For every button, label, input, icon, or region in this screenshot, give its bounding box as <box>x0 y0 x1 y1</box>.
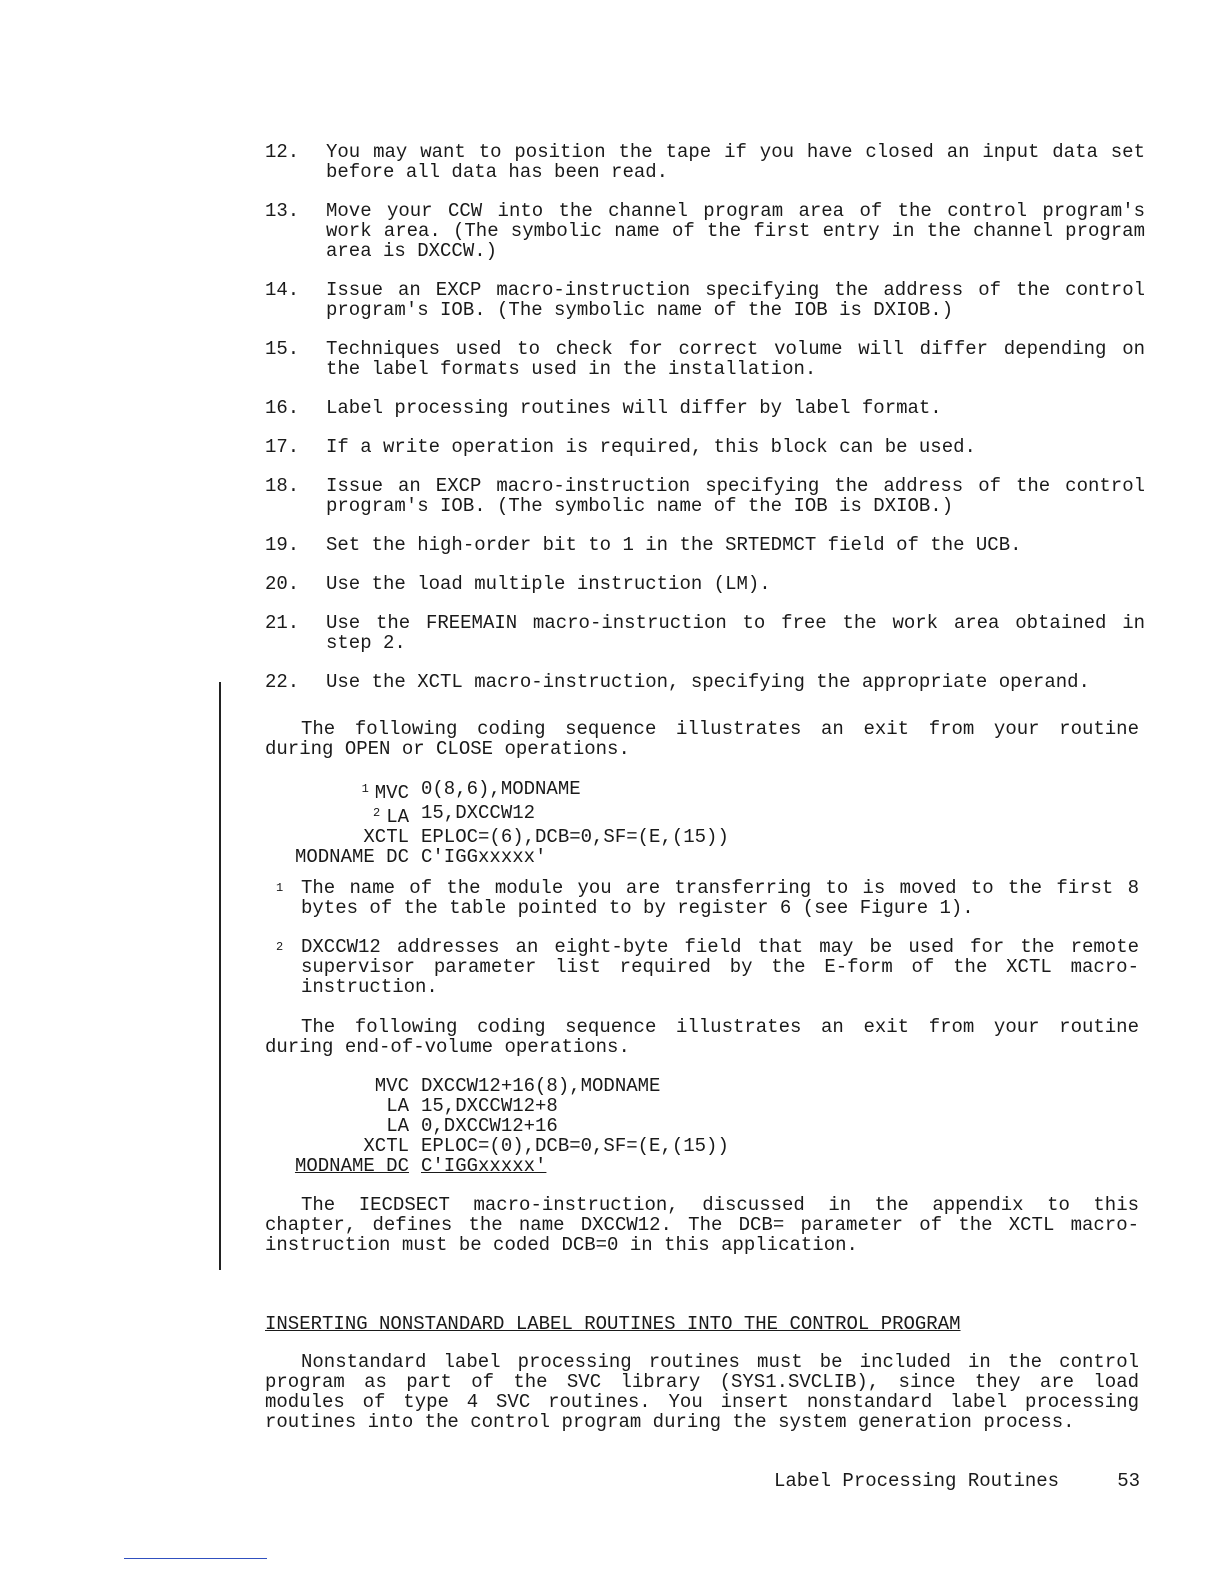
code-label: MODNAME DC <box>294 1155 409 1177</box>
list-item <box>265 672 1145 692</box>
code-line <box>265 1156 729 1176</box>
code-line <box>265 827 729 847</box>
scan-edge-line <box>124 1558 267 1559</box>
code-label: MODNAME DC <box>294 846 409 868</box>
intro-paragraph-eov: The following coding sequence illustrates an exit from your routine during end-of-volume operations. <box>265 1016 1139 1058</box>
list-item <box>265 201 1145 261</box>
item-number: 15. <box>265 338 300 360</box>
code-operand: C'IGGxxxxx' <box>421 846 547 868</box>
code-line <box>265 1116 729 1136</box>
item-number: 14. <box>265 279 300 301</box>
item-text: Use the FREEMAIN macro-instruction to free the work area obtained in step 2. <box>326 612 1145 654</box>
list-item <box>265 535 1145 555</box>
code-sample-open-close <box>265 779 729 867</box>
code-label: MVC <box>374 782 409 804</box>
item-number: 12. <box>265 141 300 163</box>
item-number: 18. <box>265 475 300 497</box>
code-line <box>265 847 729 867</box>
footnote-marker: 2 <box>276 940 284 954</box>
item-number: 17. <box>265 436 300 458</box>
item-text: You may want to position the tape if you have closed an input data set before all data has been read. <box>326 141 1145 183</box>
item-text: If a write operation is required, this block can be used. <box>326 436 976 458</box>
code-operand: 0(8,6),MODNAME <box>421 778 581 800</box>
footnote-marker: 1 <box>361 782 369 796</box>
intro-paragraph-open-close: The following coding sequence illustrates an exit from your routine during OPEN or CLOSE operations. <box>265 718 1139 760</box>
item-number: 16. <box>265 397 300 419</box>
iecdsect-paragraph: The IECDSECT macro-instruction, discussed in the appendix to this chapter, defines the name DXCCW12. The DCB= parameter of the XCTL macro-instruction must be coded DCB=0 in this application. <box>265 1194 1139 1256</box>
item-text: Move your CCW into the channel program area of the control program's work area. (The symbolic name of the first entry in the channel program area is DXCCW.) <box>326 200 1145 262</box>
code-label: XCTL <box>363 826 409 848</box>
code-operand: C'IGGxxxxx' <box>421 1155 547 1177</box>
footnote-text: DXCCW12 addresses an eight-byte field that may be used for the remote supervisor parameter list required by the E-form of the XCTL macro-instruction. <box>301 936 1139 998</box>
running-title: Label Processing Routines <box>774 1470 1060 1492</box>
footnote-marker: 1 <box>276 881 284 895</box>
code-operand: DXCCW12+16(8),MODNAME <box>421 1075 661 1097</box>
code-label: MVC <box>374 1075 409 1097</box>
item-number: 13. <box>265 200 300 222</box>
item-text: Issue an EXCP macro-instruction specifying the address of the control program's IOB. (The symbolic name of the IOB is DXIOB.) <box>326 279 1145 321</box>
footnote-1 <box>276 878 1139 918</box>
code-line <box>265 803 729 827</box>
code-line <box>265 1096 729 1116</box>
item-number: 22. <box>265 671 300 693</box>
list-item <box>265 280 1145 320</box>
item-text: Use the load multiple instruction (LM). <box>326 573 771 595</box>
code-line <box>265 1076 729 1096</box>
page-footer <box>774 1470 1140 1492</box>
item-text: Techniques used to check for correct volume will differ depending on the label formats used in the installation. <box>326 338 1145 380</box>
section-paragraph: Nonstandard label processing routines must be included in the control program as part of the SVC library (SYS1.SVCLIB), since they are load modules of type 4 SVC routines. You insert nonstandard label processing routines into the control program during the system generation process. <box>265 1351 1139 1433</box>
list-item <box>265 398 1145 418</box>
item-text: Label processing routines will differ by label format. <box>326 397 942 419</box>
code-line <box>265 1136 729 1156</box>
step-list <box>265 142 1145 711</box>
code-sample-eov <box>265 1076 729 1176</box>
list-item <box>265 476 1145 516</box>
list-item <box>265 574 1145 594</box>
code-line <box>265 779 729 803</box>
page-number: 53 <box>1117 1470 1140 1492</box>
code-operand: 15,DXCCW12+8 <box>421 1095 558 1117</box>
item-text: Issue an EXCP macro-instruction specifying the address of the control program's IOB. (The symbolic name of the IOB is DXIOB.) <box>326 475 1145 517</box>
code-operand: EPLOC=(6),DCB=0,SF=(E,(15)) <box>421 826 729 848</box>
revision-bar <box>219 682 221 1270</box>
list-item <box>265 437 1145 457</box>
code-operand: 0,DXCCW12+16 <box>421 1115 558 1137</box>
code-operand: EPLOC=(0),DCB=0,SF=(E,(15)) <box>421 1135 729 1157</box>
footnote-marker: 2 <box>372 806 381 820</box>
item-text: Set the high-order bit to 1 in the SRTEDMCT field of the UCB. <box>326 534 1022 556</box>
code-label: LA <box>386 1115 409 1137</box>
code-label: LA <box>386 1095 409 1117</box>
footnote-2 <box>276 937 1139 997</box>
item-number: 20. <box>265 573 300 595</box>
list-item <box>265 142 1145 182</box>
list-item <box>265 613 1145 653</box>
code-label: LA <box>386 806 409 828</box>
item-number: 21. <box>265 612 300 634</box>
code-operand: 15,DXCCW12 <box>421 802 536 824</box>
section-heading: INSERTING NONSTANDARD LABEL ROUTINES INTO THE CONTROL PROGRAM <box>265 1313 961 1335</box>
item-number: 19. <box>265 534 300 556</box>
list-item <box>265 339 1145 379</box>
code-label: XCTL <box>363 1135 409 1157</box>
item-text: Use the XCTL macro-instruction, specifying the appropriate operand. <box>326 671 1090 693</box>
footnote-text: The name of the module you are transferring to is moved to the first 8 bytes of the table pointed to by register 6 (see Figure 1). <box>301 877 1139 919</box>
